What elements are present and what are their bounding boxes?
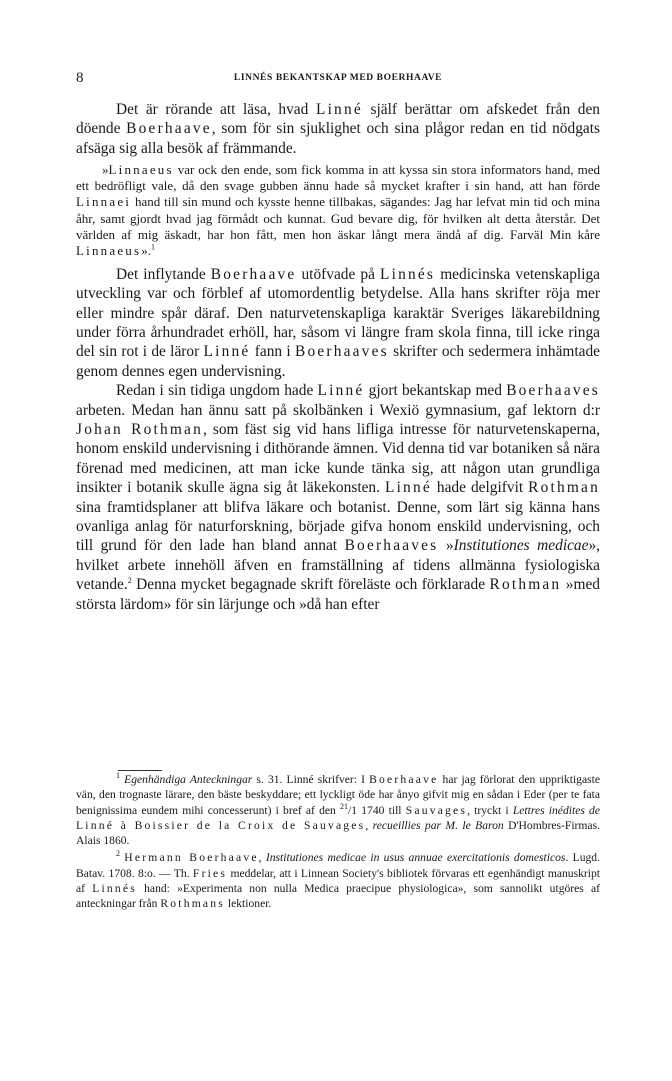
paragraph-3: Redan i sin tidiga ungdom hade Linné gjort bekantskap med Boerhaaves arbeten. Medan han ännu satt på skolbänken i Wexiö gymnasium, gaf lektorn d:r Johan Rothman, som fäst sig vid hans lifliga intresse för naturvetenskaperna, honom enskild undervisning i dithörande ämnen. Vid denna tid var botaniken så nära förenad med medicinen, att man icke kunde tänka sig, att någon utan grundliga insikter i botanik skulle ägna sig åt läkekonsten. Linné hade delgifvit Rothman sina framtidsplaner att blifva läkare och botanist. Denne, som lärt sig känna hans ovanliga anlag för naturforskning, började gifva honom enskild undervisning, och till grund för den lade han bland annat Boerhaaves »Institutiones medicae», hvilket arbete innehöll äfven en framställning af tidens allmänna fysiologiska vetande.$^2$ Denna mycket begagnade skrift föreläste och förklarade Rothman »med största lärdom» för sin lärjunge och »då han efter [76,382,600,613]
paragraph-1: Det är rörande att läsa, hvad Linné själf berättar om afskedet från den döende Boerhaave, som för sin sjuklighet och sina plågor redan en tid nödgats afsäga sig alla besök af främmande. [76,101,601,157]
quotation: »Linnaeus var ock den ende, som fick komma in att kyssa sin stora informators hand, med ett bedröfligt vale, då den svage gubben ännu hade så mycket krafter i sin hand, att han förde Linnaei hand till sin mund och kysste henne tillbakas, sägandes: Jag har lefvat min tid och mina åhr, samt gjordt hvad jag förmådt och kunnat. Gud bevare dig, för hvilken alt detta återstår. Det världen af mig äskadt, har hon fått, men hon äskar långt mera ändå af dig. Farväl Min kåre Linnaeus».$^1$ [76,162,600,258]
footnote-ref-1: 1 [151,242,156,252]
footnote-ref-2: 2 [127,576,132,586]
footnote-2: $^2$ Hermann Boerhaave, Institutiones medicae in usus annuae exercitationis domesticos. Lugd. Batav. 1708. 8:o. — Th. Fries meddelar, att i Linnean Society's bibliotek förvaras ett egenhändigt manuskript af Linnés hand: »Experimenta non nulla Medica praecipue physiologica», som sannolikt utgöres af anteckningar från Rothmans lektioner. [76,849,600,911]
page-header [76,70,600,88]
footnote-divider [118,770,162,771]
main-text [76,100,600,614]
footnote-1: $^1$ Egenhändiga Anteckningar s. 31. Linné skrifver: I Boerhaave har jag förlorat den uppriktigaste vän, den trognaste lärare, den bäste beskyddare; ett lyckligt öde har ånyo gifvit mig en sådan i Eder (per te fata benignissima eundem mihi concesserunt) i bref af den $^{21}$/1 1740 till Sauvages, tryckt i Lettres inédites de Linné à Boissier de la Croix de Sauvages, recueillies par M. le Baron D'Hombres-Firmas. Alais 1860. [76,771,600,848]
running-title: LINNÉS BEKANTSKAP MED BOERHAAVE [233,73,443,83]
page-number: 8 [76,70,84,86]
footnotes [76,772,600,912]
paragraph-2: Det inflytande Boerhaave utöfvade på Linnés medicinska vetenskapliga utveckling var och förblef af utomordentlig betydelse. Alla hans skrifter röja mer eller mindre spår däraf. Den naturvetenskapliga karaktär Sveriges läkarebildning under förra århundradet erhöll, har, såsom vi längre fram skola finna, till icke ringa del sin rot i de läror Linné fann i Boerhaaves skrifter och sedermera inhämtade genom dennes egen undervisning. [76,265,601,380]
